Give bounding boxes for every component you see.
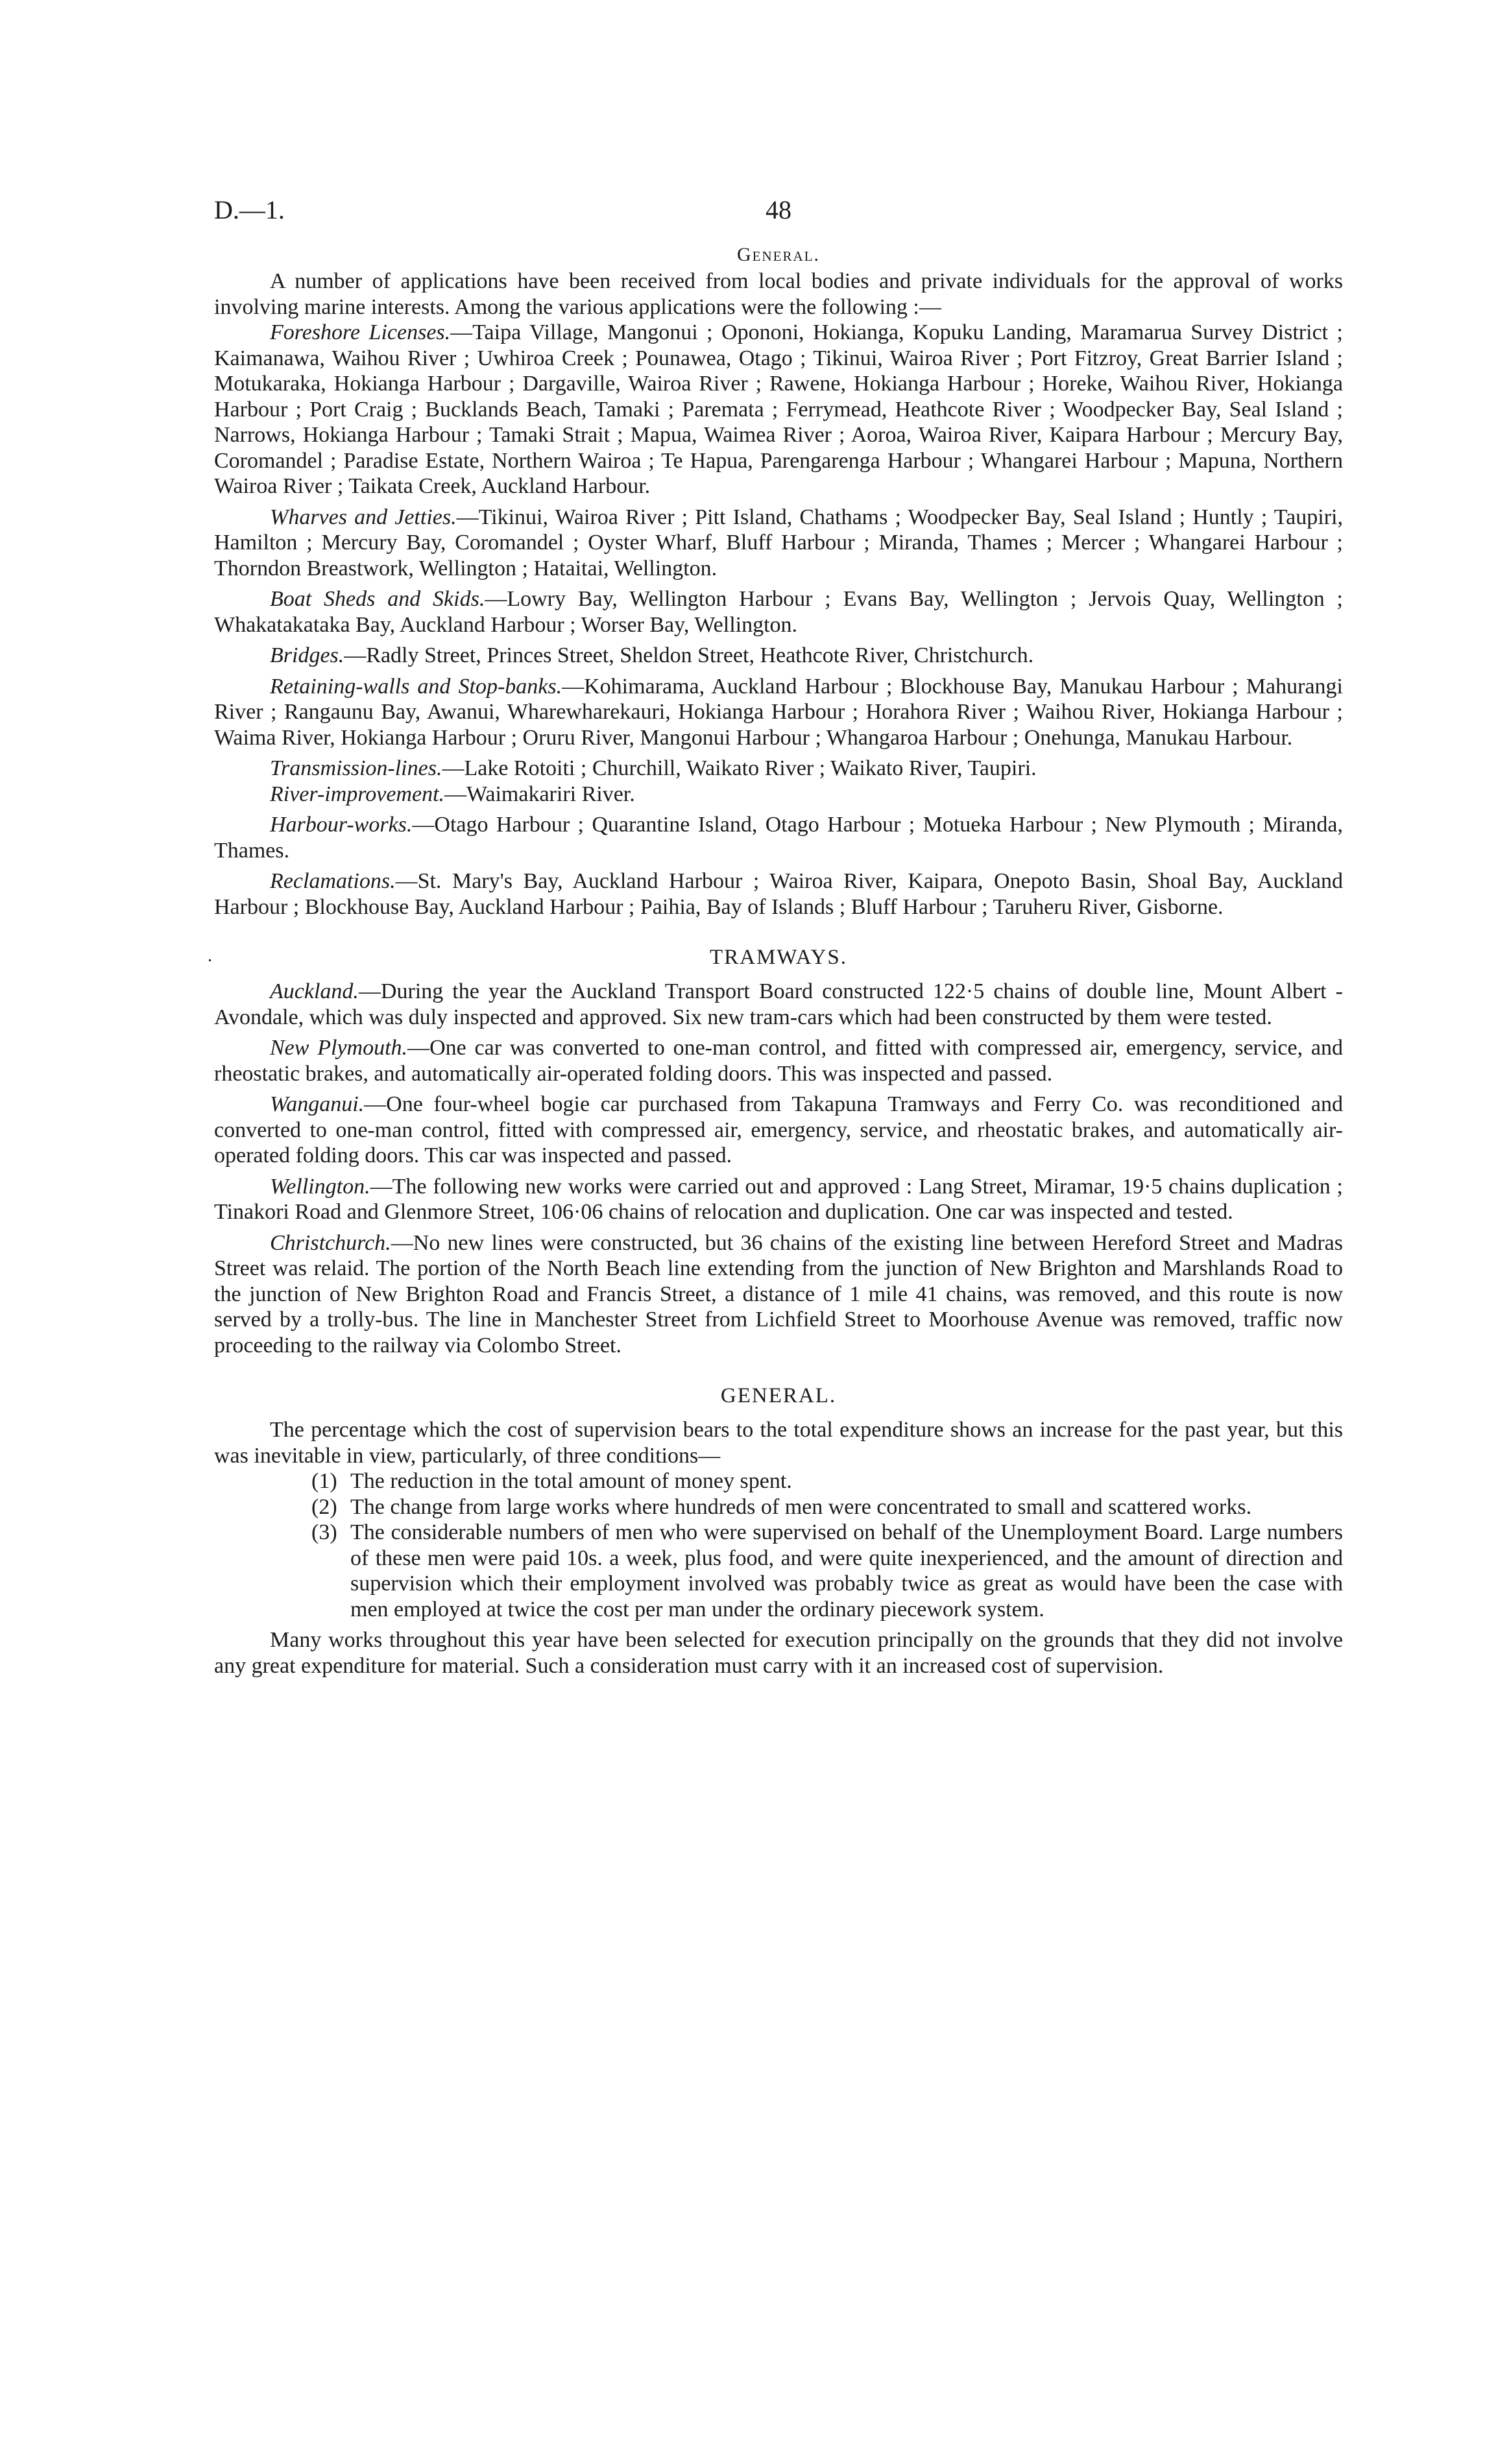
general-heading: General. [737,244,820,265]
auckland-paragraph [214,979,1343,1030]
paragraph-text: —No new lines were constructed, but 36 chains of the existing line between Hereford Street and Madras Street was relaid. The portion of the North Beach line extending from the junction of New Brighton and Marshlands Road to the junction of New Brighton Road and Francis Street, a distance of 1 mile 41 chains, was removed, and this route is now served by a trolly-bus. The line in Manchester Street from Lichfield Street to Moorhouse Avenue was removed, traffic now proceeding to the railway via Colombo Street. [214,1230,1343,1358]
paragraph-text: —One car was converted to one-man control, and fitted with compressed air, emergency, service, and rheostatic brakes, and automatically air-operated folding doors. This was inspected and passed. [214,1036,1343,1086]
page-number: 48 [766,195,791,224]
retaining-walls-paragraph [214,674,1343,751]
boat-sheds-paragraph [214,586,1343,638]
paragraph-lead: Boat Sheds and Skids. [270,587,485,611]
list-item [214,1494,1343,1520]
list-item [214,1520,1343,1622]
paragraph-text: —Taipa Village, Mangonui ; Opononi, Hokianga, Kopuku Landing, Maramarua Survey District ; Kaimanawa, Waihou River ; Uwhiroa Creek ; Pounawea, Otago ; Tikinui, Wairoa River ; Port Fitzroy, Great Barrier Island ; Motukaraka, Hokianga Harbour ; Dargaville, Wairoa River ; Rawene, Hokianga Harbour ; Horeke, Waihou River, Hokianga Harbour ; Port Craig ; Bucklands Beach, Tamaki ; Paremata ; Ferrymead, Heathcote River ; Woodpecker Bay, Seal Island ; Narrows, Hokianga Harbour ; Tamaki Strait ; Mapua, Waimea River ; Aoroa, Wairoa River, Kaipara Harbour ; Mercury Bay, Coromandel ; Paradise Estate, Northern Wairoa ; Te Hapua, Parengarenga Harbour ; Whangarei Harbour ; Mapuna, Northern Wairoa River ; Taikata Creek, Auckland Harbour. [214,320,1343,498]
document-page [208,195,1343,1679]
paragraph-lead: Wharves and Jetties. [270,505,457,529]
supervision-intro: The percentage which the cost of supervision bears to the total expenditure shows an increase for the past year, but this was inevitable in view, particularly, of three conditions— [214,1418,1343,1468]
margin-dot: . [208,946,213,966]
tramways-heading [208,946,1343,970]
wanganui-paragraph [214,1092,1343,1169]
paragraph-lead: Wellington. [270,1174,370,1199]
list-text: The considerable numbers of men who were supervised on behalf of the Unemployment Board. Large numbers of these men were paid 10s. a week, plus food, and were quite inexperienced, and the amount of direction and supervision which their employment involved was probably twice as great as would have been the case with men employed at twice the cost per man under the ordinary piecework system. [350,1520,1343,1621]
foreshore-licenses-paragraph [214,320,1343,499]
paragraph-text: —One four-wheel bogie car purchased from Takapuna Tramways and Ferry Co. was reconditioned and converted to one-man control, fitted with compressed air, emergency, service, and rheostatic brakes, and automatically air-operated folding doors. This car was inspected and passed. [214,1092,1343,1167]
list-text: The reduction in the total amount of money spent. [350,1469,792,1493]
paragraph-lead: Retaining-walls and Stop-banks. [270,674,562,699]
paragraph-lead: Wanganui. [270,1092,365,1116]
document-reference: D.—1. [214,195,285,224]
paragraph-text: —Waimakariri River. [444,782,635,806]
paragraph-lead: Harbour-works. [270,813,413,837]
paragraph-text: —During the year the Auckland Transport Board constructed 122·5 chains of double line, Mount Albert - Avondale, which was duly inspected and approved. Six new tram-cars which had been constructed by them were tested. [214,979,1343,1029]
general-intro: A number of applications have been received from local bodies and private individuals for the approval of works involving marine interests. Among the various applications were the following :— [214,269,1343,319]
paragraph-lead: New Plymouth. [270,1036,408,1060]
closing-paragraph: Many works throughout this year have been selected for execution principally on the grounds that they did not involve any great expenditure for material. Such a consideration must carry with it an increased cost of supervision. [214,1628,1343,1678]
list-item [214,1468,1343,1494]
paragraph-lead: Transmission-lines. [270,756,442,780]
paragraph-lead: Foreshore Licenses. [270,320,451,344]
paragraph-lead: Reclamations. [270,869,396,893]
christchurch-paragraph [214,1230,1343,1359]
paragraph-text: —Lake Rotoiti ; Churchill, Waikato River ; Waikato River, Taupiri. [442,756,1037,780]
conditions-list [214,1468,1343,1622]
paragraph-text: —The following new works were carried out and approved : Lang Street, Miramar, 19·5 chains duplication ; Tinakori Road and Glenmore Street, 106·06 chains of relocation and duplication. One car was inspected and tested. [214,1174,1343,1224]
list-number: (2) [311,1494,337,1519]
page-header [214,195,1343,240]
list-number: (1) [311,1469,337,1493]
transmission-lines-paragraph [214,756,1343,782]
paragraph-lead: Auckland. [270,979,359,1003]
paragraph-text: —Kohimarama, Auckland Harbour ; Blockhouse Bay, Manukau Harbour ; Mahurangi River ; Rangaunu Bay, Awanui, Wharewharekauri, Hokianga Harbour ; Horahora River ; Waihou River, Hokianga Harbour ; Waima River, Hokianga Harbour ; Oruru River, Mangonui Harbour ; Whangaroa Harbour ; Onehunga, Manukau Harbour. [214,674,1343,750]
paragraph-lead: River-improvement. [270,782,445,806]
bridges-paragraph [214,643,1343,669]
wellington-paragraph [214,1174,1343,1225]
wharves-jetties-paragraph [214,505,1343,582]
paragraph-text: —Radly Street, Princes Street, Sheldon Street, Heathcote River, Christchurch. [344,643,1034,667]
general-summary-heading: GENERAL. [720,1384,837,1407]
list-text: The change from large works where hundreds of men were concentrated to small and scattered works. [350,1494,1252,1519]
new-plymouth-paragraph [214,1035,1343,1086]
paragraph-text: —Lowry Bay, Wellington Harbour ; Evans Bay, Wellington ; Jervois Quay, Wellington ; Whakatakataka Bay, Auckland Harbour ; Worser Bay, Wellington. [214,587,1343,637]
tramways-heading-text: TRAMWAYS. [709,946,848,969]
paragraph-lead: Bridges. [270,643,344,667]
list-number: (3) [311,1520,337,1544]
paragraph-text: —Tikinui, Wairoa River ; Pitt Island, Chathams ; Woodpecker Bay, Seal Island ; Huntly ; Taupiri, Hamilton ; Mercury Bay, Coromandel ; Oyster Wharf, Bluff Harbour ; Miranda, Thames ; Mercer ; Whangarei Harbour ; Thorndon Breastwork, Wellington ; Hataitai, Wellington. [214,505,1343,580]
paragraph-lead: Christchurch. [270,1230,391,1255]
reclamations-paragraph [214,868,1343,920]
river-improvement-paragraph [214,782,1343,807]
paragraph-text: —St. Mary's Bay, Auckland Harbour ; Wairoa River, Kaipara, Onepoto Basin, Shoal Bay, Auckland Harbour ; Blockhouse Bay, Auckland Harbour ; Paihia, Bay of Islands ; Bluff Harbour ; Taruheru River, Gisborne. [214,869,1343,919]
harbour-works-paragraph [214,812,1343,863]
paragraph-text: —Otago Harbour ; Quarantine Island, Otago Harbour ; Motueka Harbour ; New Plymouth ; Miranda, Thames. [214,813,1343,863]
